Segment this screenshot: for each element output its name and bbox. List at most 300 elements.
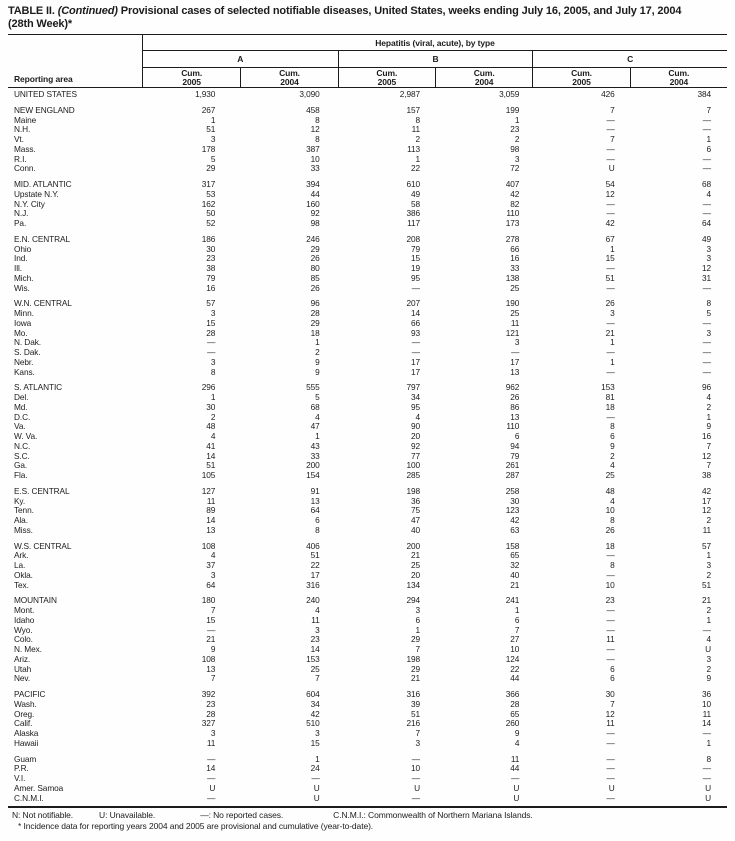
value-cell: 108	[201, 653, 216, 664]
value-cell: 2	[706, 605, 711, 615]
value-cell: 8	[706, 753, 711, 764]
value-cell: 17	[410, 366, 420, 377]
reporting-area-label: N.C.	[14, 440, 31, 451]
value-cell: 26	[605, 298, 615, 309]
table-title	[8, 5, 727, 31]
table-row	[8, 616, 727, 626]
table-row	[8, 526, 727, 536]
reporting-area-label: Wyo.	[14, 624, 33, 635]
table-row	[8, 452, 727, 462]
value-cell: 200	[306, 460, 320, 471]
value-cell: —	[702, 624, 711, 635]
table-row	[8, 674, 727, 684]
value-cell: 44	[510, 763, 520, 774]
row-group	[8, 542, 727, 591]
value-cell: 27	[510, 634, 520, 645]
column-header-a-cum-2005	[143, 68, 240, 87]
value-cell: 294	[406, 595, 420, 606]
table-row	[8, 710, 727, 720]
value-cell: 21	[605, 327, 615, 338]
value-cell: 67	[605, 233, 615, 244]
value-cell: 33	[310, 163, 320, 174]
cum-label: Cum.	[571, 68, 592, 78]
value-cell: 3	[706, 560, 711, 570]
row-group	[8, 106, 727, 174]
reporting-area-label: Nev.	[14, 673, 31, 684]
value-cell: 11	[702, 524, 711, 535]
value-cell: 426	[601, 89, 615, 99]
value-cell: 2,987	[399, 89, 420, 99]
reporting-area-label: N.Y. City	[14, 198, 45, 209]
value-cell: 199	[505, 104, 520, 115]
value-cell: 92	[310, 208, 320, 219]
value-cell: 14	[206, 763, 216, 774]
value-cell: 11	[702, 708, 711, 719]
value-cell: 121	[505, 327, 520, 338]
value-cell: —	[702, 124, 711, 135]
table-row	[8, 581, 727, 591]
value-cell: 13	[206, 524, 216, 535]
value-cell: —	[411, 773, 420, 783]
table-row	[8, 774, 727, 784]
value-cell: 23	[605, 595, 615, 606]
reporting-area-label: Ala.	[14, 515, 28, 525]
value-cell: 58	[410, 198, 420, 209]
value-cell: 1	[315, 431, 320, 441]
table-title-continued: (Continued)	[57, 5, 118, 17]
value-cell: 4	[610, 495, 615, 506]
value-cell: 5	[315, 392, 320, 402]
reporting-area-label: Ill.	[14, 263, 22, 273]
table-row	[8, 729, 727, 739]
value-cell: 42	[510, 515, 520, 525]
table-row	[8, 106, 727, 116]
value-cell: 3	[706, 253, 711, 264]
value-cell: 42	[510, 188, 520, 199]
value-cell: 15	[206, 614, 216, 625]
reporting-area-label: Upstate N.Y.	[14, 188, 59, 199]
value-cell: 12	[605, 708, 615, 719]
value-cell: 11	[606, 718, 615, 729]
value-cell: 11	[606, 634, 615, 645]
reporting-area-label: Ind.	[14, 253, 28, 264]
value-cell: 287	[505, 470, 520, 480]
value-cell: 42	[310, 708, 320, 719]
value-cell: 53	[206, 188, 216, 199]
row-group	[8, 755, 727, 804]
value-cell: —	[606, 644, 615, 654]
value-cell: 8	[610, 560, 615, 570]
value-cell: 10	[701, 698, 711, 709]
value-cell: 28	[206, 708, 216, 719]
value-cell: 1	[706, 411, 711, 422]
value-cell: 4	[210, 431, 216, 441]
value-cell: U	[705, 644, 711, 654]
value-cell: 4	[315, 411, 320, 422]
value-cell: 19	[410, 263, 420, 273]
value-cell: 65	[510, 550, 520, 561]
value-cell: 392	[201, 689, 216, 699]
reporting-area-label: Calif.	[14, 718, 33, 729]
value-cell: 14	[701, 718, 711, 729]
value-cell: 9	[315, 366, 320, 377]
value-cell: 4	[210, 550, 216, 561]
value-cell: 37	[206, 560, 216, 570]
value-cell: 25	[410, 560, 420, 570]
value-cell: 63	[510, 524, 520, 535]
table-row	[8, 235, 727, 245]
value-cell: 7	[415, 728, 420, 738]
reporting-area-label: La.	[14, 560, 26, 570]
cum-label: Cum.	[473, 68, 495, 78]
value-cell: —	[702, 282, 711, 293]
reporting-area-label: V.I.	[14, 773, 26, 783]
reporting-area-label: C.N.M.I.	[14, 792, 44, 803]
table-row	[8, 200, 727, 210]
table-row	[8, 700, 727, 710]
value-cell: 72	[510, 163, 520, 174]
value-cell: 17	[701, 495, 711, 506]
value-cell: 1	[210, 392, 216, 402]
value-cell: 1	[315, 337, 320, 348]
value-cell: 2	[415, 134, 420, 144]
reporting-area-label: UNITED STATES	[14, 89, 77, 99]
value-cell: 246	[306, 233, 320, 244]
table-row	[8, 135, 727, 145]
value-cell: —	[702, 317, 711, 328]
value-cell: 42	[605, 218, 615, 228]
value-cell: 3	[610, 308, 615, 318]
value-cell: 267	[201, 104, 216, 115]
value-cell: 23	[310, 634, 320, 645]
row-group	[8, 90, 727, 100]
value-cell: —	[702, 208, 711, 219]
value-cell: 1	[610, 243, 615, 254]
value-cell: 10	[605, 579, 615, 590]
value-cell: 105	[201, 470, 216, 480]
value-cell: 28	[206, 327, 216, 338]
value-cell: 2	[315, 347, 320, 357]
value-cell: —	[606, 153, 615, 164]
value-cell: 200	[406, 540, 420, 551]
table-row	[8, 338, 727, 348]
value-cell: 6	[315, 515, 320, 525]
value-cell: 124	[505, 653, 520, 664]
value-cell: —	[606, 653, 615, 664]
table-row	[8, 116, 727, 126]
value-cell: 2	[706, 569, 711, 580]
reporting-area-label: S. Dak.	[14, 347, 41, 357]
value-cell: 190	[505, 298, 520, 309]
value-cell: 6	[706, 143, 711, 154]
reporting-area-label: N. Mex.	[14, 644, 42, 654]
value-cell: —	[702, 366, 711, 377]
value-cell: 40	[510, 569, 520, 580]
year-label: 2004	[280, 77, 299, 87]
value-cell: 51	[605, 272, 615, 283]
column-header-c-cum-2004	[630, 68, 727, 87]
reporting-area-label: Mo.	[14, 327, 28, 338]
reporting-area-label: Minn.	[14, 308, 34, 318]
reporting-area-label: Del.	[14, 392, 29, 402]
subgroup-header-c: C	[532, 51, 727, 68]
value-cell: U	[414, 782, 420, 793]
table-header	[8, 34, 727, 88]
value-cell: 7	[514, 624, 520, 635]
value-cell: 1	[415, 624, 420, 635]
column-header-c-cum-2005	[532, 68, 629, 87]
value-cell: —	[606, 198, 615, 209]
value-cell: 3	[706, 653, 711, 664]
value-cell: —	[606, 143, 615, 154]
value-cell: 1	[706, 134, 711, 144]
value-cell: 6	[415, 614, 420, 625]
value-cell: 1	[706, 737, 711, 748]
table-row	[8, 358, 727, 368]
value-cell: —	[606, 411, 615, 422]
value-cell: —	[702, 114, 711, 125]
value-cell: 98	[310, 218, 320, 228]
value-cell: —	[606, 763, 615, 774]
value-cell: 29	[410, 634, 420, 645]
value-cell: 4	[415, 411, 420, 422]
reporting-area-label: Utah	[14, 663, 32, 674]
value-cell: 154	[306, 470, 320, 480]
value-cell: 91	[310, 485, 320, 496]
row-group	[8, 596, 727, 684]
table-title-label: TABLE II.	[8, 5, 55, 17]
reporting-area-label: Ark.	[14, 550, 29, 561]
value-cell: 49	[410, 188, 420, 199]
value-cell: 47	[310, 421, 320, 432]
value-cell: 24	[310, 763, 320, 774]
value-cell: 316	[406, 689, 420, 699]
value-cell: 4	[706, 392, 711, 402]
value-cell: 173	[505, 218, 520, 228]
value-cell: 296	[201, 382, 216, 393]
value-cell: 33	[310, 450, 320, 461]
table-row	[8, 606, 727, 616]
value-cell: 41	[206, 440, 216, 451]
value-cell: U	[209, 782, 216, 793]
value-cell: 261	[505, 460, 520, 471]
table-row	[8, 254, 727, 264]
value-cell: 77	[410, 450, 420, 461]
value-cell: 278	[505, 233, 520, 244]
table-row	[8, 655, 727, 665]
reporting-area-label: Amer. Samoa	[14, 782, 64, 793]
table-row	[8, 309, 727, 319]
value-cell: 23	[206, 698, 216, 709]
value-cell: 7	[415, 644, 420, 654]
value-cell: 113	[407, 143, 420, 154]
subgroup-header-a: A	[143, 51, 338, 68]
table-row	[8, 90, 727, 100]
reporting-area-label: Ga.	[14, 460, 28, 471]
reporting-area-header: Reporting area	[8, 35, 143, 87]
value-cell: —	[606, 624, 615, 635]
value-cell: —	[411, 347, 420, 357]
table-row	[8, 245, 727, 255]
value-cell: 7	[610, 134, 615, 144]
reporting-area-label: D.C.	[14, 411, 31, 422]
value-cell: 8	[610, 421, 615, 432]
value-cell: 3	[415, 605, 420, 615]
value-cell: 2	[706, 663, 711, 674]
value-cell: —	[606, 792, 615, 803]
value-cell: 2	[610, 450, 615, 461]
value-cell: 6	[514, 431, 520, 441]
column-header-b-cum-2004	[435, 68, 532, 87]
value-cell: 14	[310, 644, 320, 654]
table-body	[8, 88, 727, 803]
value-cell: —	[606, 614, 615, 625]
value-cell: 117	[407, 218, 420, 228]
value-cell: 66	[510, 243, 520, 254]
value-cell: 11	[206, 495, 216, 506]
value-cell: 11	[510, 753, 520, 764]
value-cell: 51	[701, 579, 711, 590]
value-cell: 3	[706, 243, 711, 254]
reporting-area-label: W. Va.	[14, 431, 38, 441]
value-cell: 54	[605, 179, 615, 189]
subgroup-header-b: B	[338, 51, 533, 68]
value-cell: 8	[706, 298, 711, 309]
reporting-area-label: Mont.	[14, 605, 35, 615]
reporting-area-label: PACIFIC	[14, 689, 46, 699]
value-cell: 162	[201, 198, 216, 209]
value-cell: —	[207, 792, 216, 803]
value-cell: 3	[706, 327, 711, 338]
reporting-area-label: MID. ATLANTIC	[14, 179, 72, 189]
value-cell: —	[702, 356, 711, 367]
table-row	[8, 461, 727, 471]
reporting-area-label: Nebr.	[14, 356, 34, 367]
value-cell: 3	[514, 337, 520, 348]
table-row	[8, 561, 727, 571]
footnotes	[8, 808, 727, 832]
value-cell: 208	[406, 233, 420, 244]
value-cell: 6	[610, 663, 615, 674]
legend-not-notifiable: N: Not notifiable.	[12, 810, 74, 821]
value-cell: —	[207, 337, 216, 348]
value-cell: 4	[706, 634, 711, 645]
table-row	[8, 299, 727, 309]
value-cell: 178	[201, 143, 216, 154]
value-cell: 30	[206, 401, 216, 412]
value-cell: 4	[315, 605, 320, 615]
value-cell: 21	[510, 579, 520, 590]
table-row	[8, 739, 727, 749]
value-cell: 366	[505, 689, 520, 699]
value-cell: 510	[306, 718, 320, 729]
value-cell: 75	[410, 505, 420, 516]
value-cell: 9	[315, 356, 320, 367]
table-row	[8, 784, 727, 794]
value-cell: 7	[210, 673, 216, 684]
value-cell: 797	[406, 382, 420, 393]
value-cell: 64	[206, 579, 216, 590]
value-cell: —	[606, 728, 615, 738]
table-row	[8, 487, 727, 497]
value-cell: 29	[206, 163, 216, 174]
reporting-area-label: Guam	[14, 753, 37, 764]
value-cell: 79	[206, 272, 216, 283]
value-cell: 40	[410, 524, 420, 535]
value-cell: 57	[206, 298, 216, 309]
value-cell: 1	[706, 614, 711, 625]
value-cell: 2	[210, 411, 216, 422]
value-cell: 610	[406, 179, 420, 189]
table-row	[8, 471, 727, 481]
value-cell: 39	[410, 698, 420, 709]
legend-no-reported-cases: —: No reported cases.	[200, 810, 284, 821]
table-row	[8, 274, 727, 284]
value-cell: 6	[610, 431, 615, 441]
table-row	[8, 319, 727, 329]
value-cell: —	[606, 114, 615, 125]
value-cell: 394	[306, 179, 320, 189]
value-cell: 604	[306, 689, 320, 699]
value-cell: U	[313, 792, 320, 803]
value-cell: 64	[310, 505, 320, 516]
reporting-area-label: N. Dak.	[14, 337, 41, 348]
legend-unavailable: U: Unavailable.	[99, 810, 156, 821]
value-cell: 25	[510, 308, 520, 318]
value-cell: 3	[210, 308, 216, 318]
value-cell: 47	[410, 515, 420, 525]
value-cell: —	[411, 792, 420, 803]
value-cell: 51	[410, 708, 420, 719]
value-cell: 1	[415, 153, 420, 164]
value-cell: —	[511, 347, 520, 357]
value-cell: 2	[514, 134, 520, 144]
value-cell: 14	[206, 450, 216, 461]
value-cell: 386	[406, 208, 420, 219]
value-cell: 22	[510, 663, 520, 674]
value-cell: 26	[510, 392, 520, 402]
value-cell: 8	[610, 515, 615, 525]
row-group	[8, 487, 727, 536]
row-group	[8, 235, 727, 294]
value-cell: 30	[510, 495, 520, 506]
value-cell: —	[207, 347, 216, 357]
value-cell: 1	[610, 356, 615, 367]
value-cell: 186	[201, 233, 216, 244]
reporting-area-label: W.N. CENTRAL	[14, 298, 72, 309]
value-cell: 153	[601, 382, 615, 393]
value-cell: 21	[410, 550, 420, 561]
value-cell: 16	[206, 282, 216, 293]
reporting-area-label: Hawaii	[14, 737, 39, 748]
value-cell: 7	[706, 104, 711, 115]
table-row	[8, 264, 727, 274]
value-cell: 198	[406, 653, 420, 664]
value-cell: 3	[210, 569, 216, 580]
value-cell: 138	[505, 272, 520, 283]
value-cell: 32	[510, 560, 520, 570]
value-cell: —	[702, 153, 711, 164]
value-cell: 15	[206, 317, 216, 328]
value-cell: 13	[510, 366, 520, 377]
value-cell: 7	[610, 104, 615, 115]
value-cell: 110	[506, 421, 520, 432]
value-cell: U	[705, 782, 711, 793]
value-cell: 51	[206, 460, 216, 471]
value-cell: 81	[605, 392, 615, 402]
value-cell: 14	[410, 308, 420, 318]
value-cell: 68	[310, 401, 320, 412]
